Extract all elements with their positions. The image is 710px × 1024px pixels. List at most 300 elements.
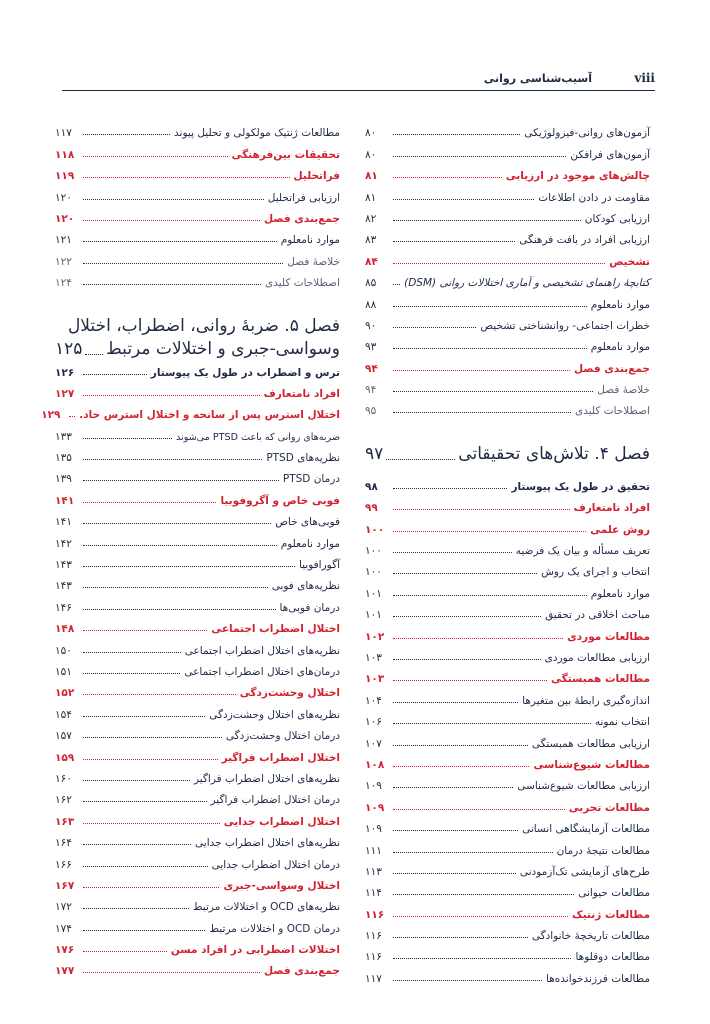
toc-entry[interactable] xyxy=(365,139,650,160)
toc-entry-page: ۱۰۹ xyxy=(365,780,382,793)
toc-entry-title: نظریه‌های اختلال وحشت‌زدگی xyxy=(209,708,340,721)
toc-dot-leader xyxy=(83,887,219,888)
toc-dot-leader xyxy=(83,374,147,375)
toc-dot-leader xyxy=(393,766,529,767)
toc-dot-leader xyxy=(393,220,581,221)
toc-entry[interactable] xyxy=(365,225,650,246)
toc-entry-page: ۱۶۲ xyxy=(55,794,72,807)
chapter-4-title: فصل ۴. تلاش‌های تحقیقاتی xyxy=(458,444,650,465)
toc-entry-page: ۱۷۴ xyxy=(55,922,72,935)
toc-dot-leader xyxy=(83,566,295,567)
toc-entry[interactable] xyxy=(365,557,650,578)
toc-dot-leader xyxy=(69,416,75,417)
toc-entry-page: ۱۷۶ xyxy=(55,944,75,957)
toc-column-left xyxy=(41,118,340,978)
toc-dot-leader xyxy=(393,916,568,917)
toc-entry[interactable] xyxy=(55,182,340,203)
toc-entry-page: ۱۲۹ xyxy=(41,409,61,422)
toc-entry-title: مباحث اخلاقی در تحقیق xyxy=(545,609,650,622)
toc-entry-page: ۱۵۴ xyxy=(55,708,72,721)
toc-entry-title: مطالعات همبستگی xyxy=(551,673,650,686)
toc-dot-leader xyxy=(393,156,566,157)
toc-entry[interactable] xyxy=(365,899,650,920)
toc-entry-page: ۱۴۱ xyxy=(55,516,72,529)
toc-entry-page: ۱۲۲ xyxy=(55,255,72,268)
toc-dot-leader xyxy=(393,134,520,135)
toc-entry-page: ۹۴ xyxy=(365,384,377,397)
toc-entry-page: ۹۸ xyxy=(365,480,378,493)
toc-entry[interactable] xyxy=(55,828,340,849)
toc-entry-title: مطالعات ژنتیک مولکولی و تحلیل پیوند xyxy=(174,127,340,140)
toc-dot-leader xyxy=(393,306,587,307)
toc-entry-title: ارزیابی افراد در بافت فرهنگی xyxy=(519,234,650,247)
toc-entry-title: موارد نامعلوم xyxy=(280,234,340,247)
toc-entry-title: اختلال اضطراب اجتماعی xyxy=(211,623,340,636)
toc-dot-leader xyxy=(83,459,262,460)
running-title: آسیب‌شناسی روانی xyxy=(483,72,592,85)
toc-dot-leader xyxy=(393,702,518,703)
toc-dot-leader xyxy=(83,263,283,264)
toc-entry[interactable] xyxy=(365,268,650,289)
toc-entry-page: ۱۰۹ xyxy=(365,823,382,836)
toc-dot-leader xyxy=(393,873,516,874)
toc-entry-title: انتخاب و اجرای یک روش xyxy=(541,566,650,579)
toc-entry-title: فوبی‌های خاص xyxy=(275,516,340,529)
toc-dot-leader xyxy=(393,745,528,746)
toc-entry-title: ارزیابی مطالعات شیوع‌شناسی xyxy=(517,780,650,793)
toc-entry[interactable] xyxy=(55,421,340,442)
toc-dot-leader xyxy=(83,241,277,242)
chapter-5-page: ۱۲۵ xyxy=(55,339,83,360)
toc-entry[interactable] xyxy=(365,771,650,792)
toc-entry-title: جمع‌بندی فصل xyxy=(264,212,340,225)
toc-entry[interactable] xyxy=(365,289,650,310)
toc-dot-leader xyxy=(83,523,271,524)
toc-entry[interactable] xyxy=(365,963,650,984)
toc-entry-title: ضربه‌های روانی که باعث PTSD می‌شوند xyxy=(175,431,340,443)
toc-entry[interactable] xyxy=(55,721,340,742)
toc-entry-page: ۱۰۰ xyxy=(365,523,385,536)
toc-dot-leader xyxy=(393,263,605,264)
toc-entry[interactable] xyxy=(55,379,340,400)
toc-entry-title: درمان اختلال اضطراب فراگیر xyxy=(210,794,340,807)
toc-entry[interactable] xyxy=(365,643,650,664)
page-number: viii xyxy=(634,71,655,85)
toc-dot-leader xyxy=(393,595,587,596)
toc-entry-title: اختلال استرس پس از سانحه و اختلال استرس حاد. xyxy=(79,409,340,422)
toc-dot-leader xyxy=(83,652,181,653)
toc-entry-page: ۱۷۲ xyxy=(55,901,72,914)
toc-entry[interactable] xyxy=(55,204,340,225)
toc-entry[interactable] xyxy=(41,400,340,422)
toc-entry[interactable] xyxy=(365,493,650,514)
toc-entry-title: افراد نامتعارف xyxy=(263,387,340,400)
toc-entry[interactable] xyxy=(365,621,650,642)
toc-entry-page: ۸۸ xyxy=(365,298,377,311)
toc-entry-page: ۱۱۷ xyxy=(55,127,72,140)
toc-entry-page: ۹۰ xyxy=(365,319,377,332)
toc-entry[interactable] xyxy=(55,118,340,139)
toc-entry-title: درمان فوبی‌ها xyxy=(279,601,340,614)
toc-dot-leader xyxy=(83,220,260,221)
toc-entry[interactable] xyxy=(365,332,650,353)
toc-dot-leader xyxy=(83,630,207,631)
toc-entry-title: تحقیقات بین‌فرهنگی xyxy=(231,148,340,161)
toc-entry-title: اصطلاحات کلیدی xyxy=(265,277,340,290)
toc-entry-page: ۱۰۴ xyxy=(365,694,382,707)
toc-entry-title: مقاومت در دادن اطلاعات xyxy=(538,191,650,204)
toc-entry-page: ۸۱ xyxy=(365,191,377,204)
toc-dot-leader xyxy=(393,830,518,831)
toc-entry[interactable] xyxy=(55,139,340,160)
toc-dot-leader xyxy=(83,694,236,695)
toc-entry-title: اختلال وسواسی-جبری xyxy=(223,879,340,892)
toc-dot-leader xyxy=(393,199,534,200)
toc-entry[interactable] xyxy=(55,268,340,289)
toc-entry-title: روش علمی xyxy=(590,523,650,536)
toc-entry-title: نظریه‌های PTSD xyxy=(266,452,340,465)
toc-entry-title: درمان‌های اختلال اضطراب اجتماعی xyxy=(184,665,340,678)
toc-dot-leader xyxy=(83,972,260,973)
toc-dot-leader xyxy=(393,723,591,724)
toc-entry-title: موارد نامعلوم xyxy=(280,537,340,550)
toc-entry-page: ۱۴۳ xyxy=(55,559,72,572)
page-header xyxy=(0,68,710,88)
toc-entry-title: ارزیابی فراتحلیل xyxy=(267,191,340,204)
toc-entry-page: ۸۰ xyxy=(365,148,377,161)
toc-entry-title: درمان PTSD xyxy=(282,473,340,486)
toc-entry-title: خلاصهٔ فصل xyxy=(287,255,340,268)
toc-dot-leader xyxy=(83,866,208,867)
toc-entry-title: آگورافوبیا xyxy=(298,559,340,572)
toc-entry[interactable] xyxy=(55,871,340,892)
toc-entry-page: ۸۵ xyxy=(365,277,377,290)
toc-column-right xyxy=(365,118,650,985)
toc-entry[interactable] xyxy=(365,353,650,374)
toc-dot-leader xyxy=(83,177,290,178)
toc-dot-leader xyxy=(393,509,570,510)
toc-entry[interactable] xyxy=(365,182,650,203)
toc-entry-title: کتابچهٔ راهنمای تشخیصی و آماری اختلالات روانی (DSM) xyxy=(404,277,650,290)
toc-entry[interactable] xyxy=(55,528,340,549)
toc-entry[interactable] xyxy=(365,536,650,557)
toc-entry-title: نظریه‌های OCD و اختلالات مرتبط xyxy=(192,901,340,914)
toc-entry-page: ۱۱۴ xyxy=(365,887,382,900)
toc-entry-title: مطالعات شیوع‌شناسی xyxy=(533,758,650,771)
chapter-5-heading[interactable] xyxy=(55,307,340,360)
toc-entry-page: ۱۶۷ xyxy=(55,879,75,892)
toc-entry-page: ۱۲۷ xyxy=(55,387,75,400)
toc-dot-leader xyxy=(393,787,513,788)
toc-entry-title: فراتحلیل xyxy=(293,170,340,183)
toc-entry[interactable] xyxy=(55,956,340,977)
toc-entry-page: ۱۴۸ xyxy=(55,623,75,636)
toc-dot-leader xyxy=(83,844,191,845)
toc-entry[interactable] xyxy=(365,311,650,332)
toc-entry-page: ۱۶۶ xyxy=(55,858,72,871)
toc-entry[interactable] xyxy=(55,571,340,592)
toc-dot-leader xyxy=(393,980,542,981)
toc-entry-title: انتخاب نمونه xyxy=(594,716,650,729)
toc-entry-page: ۱۱۶ xyxy=(365,908,385,921)
toc-dot-leader xyxy=(83,737,222,738)
toc-entry-page: ۹۳ xyxy=(365,341,377,354)
chapter-5-leader xyxy=(85,354,103,355)
toc-entry-title: افراد نامتعارف xyxy=(573,502,650,515)
toc-dot-leader xyxy=(83,395,260,396)
toc-entry-title: نظریه‌های اختلال اضطراب فراگیر xyxy=(193,772,340,785)
toc-dot-leader xyxy=(393,958,571,959)
toc-dot-leader xyxy=(83,930,205,931)
toc-entry-title: اختلال اضطراب فراگیر xyxy=(221,751,340,764)
toc-entry[interactable] xyxy=(365,600,650,621)
chapter-5-title-line2: وسواسی-جبری و اختلالات مرتبط xyxy=(106,339,340,360)
toc-entry-page: ۱۵۰ xyxy=(55,644,72,657)
toc-entry[interactable] xyxy=(55,657,340,678)
toc-entry-title: ارزیابی کودکان xyxy=(584,212,650,225)
toc-entry-title: فوبی خاص و آگروفوبیا xyxy=(220,494,340,507)
toc-entry-title: چالش‌های موجود در ارزیابی xyxy=(505,170,650,183)
toc-entry-page: ۱۱۹ xyxy=(55,170,75,183)
toc-entry-title: آزمون‌های روانی-فیزولوژیکی xyxy=(524,127,650,140)
toc-entry-page: ۸۰ xyxy=(365,127,377,140)
toc-dot-leader xyxy=(83,438,172,439)
toc-entry[interactable] xyxy=(365,578,650,599)
toc-entry-page: ۱۵۲ xyxy=(55,687,75,700)
toc-entry-page: ۱۱۳ xyxy=(365,865,382,878)
toc-entry-title: خطرات اجتماعی- روانشناختی تشخیص xyxy=(480,319,650,332)
toc-entry-page: ۱۰۰ xyxy=(365,566,382,579)
toc-dot-leader xyxy=(83,609,276,610)
toc-entry-title: طرح‌های آزمایشی تک‌آزمودنی xyxy=(519,865,650,878)
toc-dot-leader xyxy=(393,573,537,574)
toc-entry-page: ۸۴ xyxy=(365,255,378,268)
toc-dot-leader xyxy=(393,894,574,895)
toc-entry[interactable] xyxy=(365,375,650,396)
toc-entry-title: اختلال اضطراب جدایی xyxy=(223,815,340,828)
toc-dot-leader xyxy=(393,284,400,285)
toc-entry-page: ۱۳۵ xyxy=(55,452,72,465)
toc-dot-leader xyxy=(393,531,586,532)
toc-entry[interactable] xyxy=(55,225,340,246)
toc-entry-page: ۱۴۱ xyxy=(55,494,75,507)
toc-entry-page: ۹۴ xyxy=(365,362,378,375)
toc-entry[interactable] xyxy=(365,857,650,878)
toc-dot-leader xyxy=(393,327,476,328)
toc-entry-page: ۱۰۱ xyxy=(365,609,382,622)
toc-entry-page: ۱۵۱ xyxy=(55,665,72,678)
toc-entry[interactable] xyxy=(365,204,650,225)
toc-entry-page: ۱۰۹ xyxy=(365,801,385,814)
toc-entry-title: نظریه‌های اختلال اضطراب جدایی xyxy=(195,837,340,850)
toc-entry[interactable] xyxy=(365,728,650,749)
toc-entry-title: اختلال وحشت‌زدگی xyxy=(239,687,340,700)
toc-entry-title: اندازه‌گیری رابطهٔ بین متغیرها xyxy=(522,694,650,707)
toc-entry-title: تحقیق در طول یک پیوستار xyxy=(511,480,650,493)
toc-entry-title: خلاصهٔ فصل xyxy=(597,384,650,397)
toc-entry-page: ۱۰۸ xyxy=(365,758,385,771)
toc-entry[interactable] xyxy=(365,118,650,139)
toc-entry-title: مطالعات موردی xyxy=(567,630,650,643)
toc-dot-leader xyxy=(393,412,571,413)
toc-dot-leader xyxy=(393,370,570,371)
toc-entry[interactable] xyxy=(55,764,340,785)
toc-entry-title: مطالعات ژنتیک xyxy=(571,908,650,921)
toc-entry-title: اصطلاحات کلیدی xyxy=(575,405,650,418)
toc-entry-page: ۱۰۲ xyxy=(365,630,385,643)
toc-entry-page: ۱۳۳ xyxy=(55,430,72,443)
toc-entry-page: ۱۳۹ xyxy=(55,473,72,486)
toc-entry-page: ۱۴۲ xyxy=(55,537,72,550)
toc-entry-title: موارد نامعلوم xyxy=(590,341,650,354)
toc-dot-leader xyxy=(393,638,563,639)
toc-entry[interactable] xyxy=(365,471,650,492)
toc-entry-title: مطالعات آزمایشگاهی انسانی xyxy=(522,823,650,836)
toc-dot-leader xyxy=(393,488,507,489)
toc-entry-page: ۱۲۱ xyxy=(55,234,72,247)
toc-entry[interactable] xyxy=(55,246,340,267)
toc-entry[interactable] xyxy=(55,592,340,613)
toc-dot-leader xyxy=(83,502,216,503)
toc-entry-page: ۱۵۹ xyxy=(55,751,75,764)
toc-dot-leader xyxy=(83,801,207,802)
toc-dot-leader xyxy=(393,616,541,617)
toc-entry[interactable] xyxy=(365,514,650,535)
toc-dot-leader xyxy=(393,552,512,553)
toc-entry[interactable] xyxy=(365,835,650,856)
toc-entry[interactable] xyxy=(365,792,650,813)
chapter-4-heading[interactable] xyxy=(365,435,650,471)
toc-entry[interactable] xyxy=(365,664,650,685)
toc-entry-title: موارد نامعلوم xyxy=(590,587,650,600)
toc-dot-leader xyxy=(83,156,228,157)
toc-dot-leader xyxy=(83,587,268,588)
toc-entry-page: ۱۱۱ xyxy=(365,844,382,857)
toc-entry[interactable] xyxy=(365,814,650,835)
toc-entry-title: ترس و اضطراب در طول یک پیوستار xyxy=(150,366,340,379)
toc-entry[interactable] xyxy=(365,161,650,182)
toc-entry[interactable] xyxy=(55,635,340,656)
toc-entry[interactable] xyxy=(365,396,650,417)
toc-entry-page: ۸۲ xyxy=(365,212,377,225)
toc-entry[interactable] xyxy=(55,550,340,571)
header-rule xyxy=(62,90,655,91)
toc-entry[interactable] xyxy=(365,685,650,706)
toc-entry-title: تعریف مسأله و بیان یک فرضیه xyxy=(515,545,650,558)
toc-dot-leader xyxy=(83,780,190,781)
toc-entry-page: ۱۴۶ xyxy=(55,601,72,614)
toc-dot-leader xyxy=(83,951,167,952)
toc-entry-page: ۸۳ xyxy=(365,234,377,247)
toc-entry-page: ۱۵۷ xyxy=(55,730,72,743)
toc-entry-title: درمان OCD و اختلالات مرتبط xyxy=(209,922,340,935)
toc-list-right-bottom xyxy=(365,471,650,984)
toc-entry-page: ۱۶۰ xyxy=(55,772,72,785)
toc-dot-leader xyxy=(393,659,541,660)
toc-entry-page: ۱۰۳ xyxy=(365,673,385,686)
toc-dot-leader xyxy=(83,759,218,760)
toc-entry-page: ۱۰۰ xyxy=(365,545,382,558)
chapter-4-page: ۹۷ xyxy=(365,444,384,465)
toc-entry-title: نظریه‌های اختلال اضطراب اجتماعی xyxy=(184,644,340,657)
toc-entry[interactable] xyxy=(55,161,340,182)
toc-entry-page: ۱۱۶ xyxy=(365,930,382,943)
toc-entry-page: ۱۰۱ xyxy=(365,587,382,600)
toc-entry[interactable] xyxy=(365,707,650,728)
toc-entry-page: ۱۶۳ xyxy=(55,815,75,828)
toc-dot-leader xyxy=(83,480,279,481)
toc-dot-leader xyxy=(83,673,180,674)
toc-entry[interactable] xyxy=(55,935,340,956)
toc-entry-page: ۸۱ xyxy=(365,170,378,183)
toc-entry[interactable] xyxy=(55,849,340,870)
toc-entry-title: جمع‌بندی فصل xyxy=(574,362,650,375)
toc-list-left-top xyxy=(55,118,340,289)
toc-entry-title: مطالعات حیوانی xyxy=(578,887,650,900)
toc-entry-page: ۱۶۴ xyxy=(55,837,72,850)
toc-dot-leader xyxy=(83,284,261,285)
toc-entry-title: مطالعات تاریخچهٔ خانوادگی xyxy=(531,930,650,943)
toc-dot-leader xyxy=(393,809,565,810)
toc-entry[interactable] xyxy=(55,785,340,806)
toc-entry[interactable] xyxy=(365,750,650,771)
toc-dot-leader xyxy=(393,391,593,392)
toc-dot-leader xyxy=(83,199,264,200)
toc-dot-leader xyxy=(393,348,587,349)
toc-entry-title: درمان اختلال وحشت‌زدگی xyxy=(225,730,340,743)
toc-entry[interactable] xyxy=(55,678,340,699)
toc-dot-leader xyxy=(83,134,170,135)
toc-entry-title: نظریه‌های فوبی xyxy=(271,580,340,593)
toc-entry-title: مطالعات نتیجهٔ درمان xyxy=(556,844,650,857)
toc-entry-title: جمع‌بندی فصل xyxy=(264,965,340,978)
toc-dot-leader xyxy=(83,716,205,717)
toc-entry-title: درمان اختلال اضطراب جدایی xyxy=(211,858,340,871)
toc-entry[interactable] xyxy=(55,485,340,506)
toc-entry[interactable] xyxy=(55,892,340,913)
toc-dot-leader xyxy=(393,680,547,681)
toc-entry-page: ۱۲۶ xyxy=(55,366,75,379)
toc-dot-leader xyxy=(393,852,553,853)
toc-entry[interactable] xyxy=(55,464,340,485)
toc-entry-title: اختلالات اضطرابی در افراد مسن xyxy=(170,944,340,957)
toc-dot-leader xyxy=(83,908,189,909)
toc-entry-title: مطالعات فرزندخوانده‌ها xyxy=(546,972,650,985)
toc-entry[interactable] xyxy=(55,699,340,720)
toc-entry[interactable] xyxy=(55,806,340,827)
toc-entry[interactable] xyxy=(55,742,340,763)
toc-entry[interactable] xyxy=(55,507,340,528)
toc-entry-page: ۱۱۸ xyxy=(55,148,75,161)
toc-entry-title: ارزیابی مطالعات موردی xyxy=(544,651,650,664)
toc-list-right-top xyxy=(365,118,650,417)
toc-list-left-bottom xyxy=(41,357,340,978)
toc-entry[interactable] xyxy=(365,942,650,963)
toc-entry-page: ۱۷۷ xyxy=(55,965,75,978)
toc-entry[interactable] xyxy=(365,921,650,942)
toc-entry[interactable] xyxy=(55,443,340,464)
toc-entry[interactable] xyxy=(365,246,650,267)
chapter-4-leader xyxy=(386,459,455,460)
chapter-5-title-line1: فصل ۵. ضربهٔ روانی، اضطراب، اختلال xyxy=(67,316,340,337)
toc-dot-leader xyxy=(393,177,502,178)
toc-entry-page: ۱۴۳ xyxy=(55,580,72,593)
toc-entry[interactable] xyxy=(55,614,340,635)
toc-entry[interactable] xyxy=(365,878,650,899)
toc-entry[interactable] xyxy=(55,913,340,934)
toc-entry-page: ۱۱۶ xyxy=(365,951,382,964)
toc-entry-page: ۱۰۷ xyxy=(365,737,382,750)
